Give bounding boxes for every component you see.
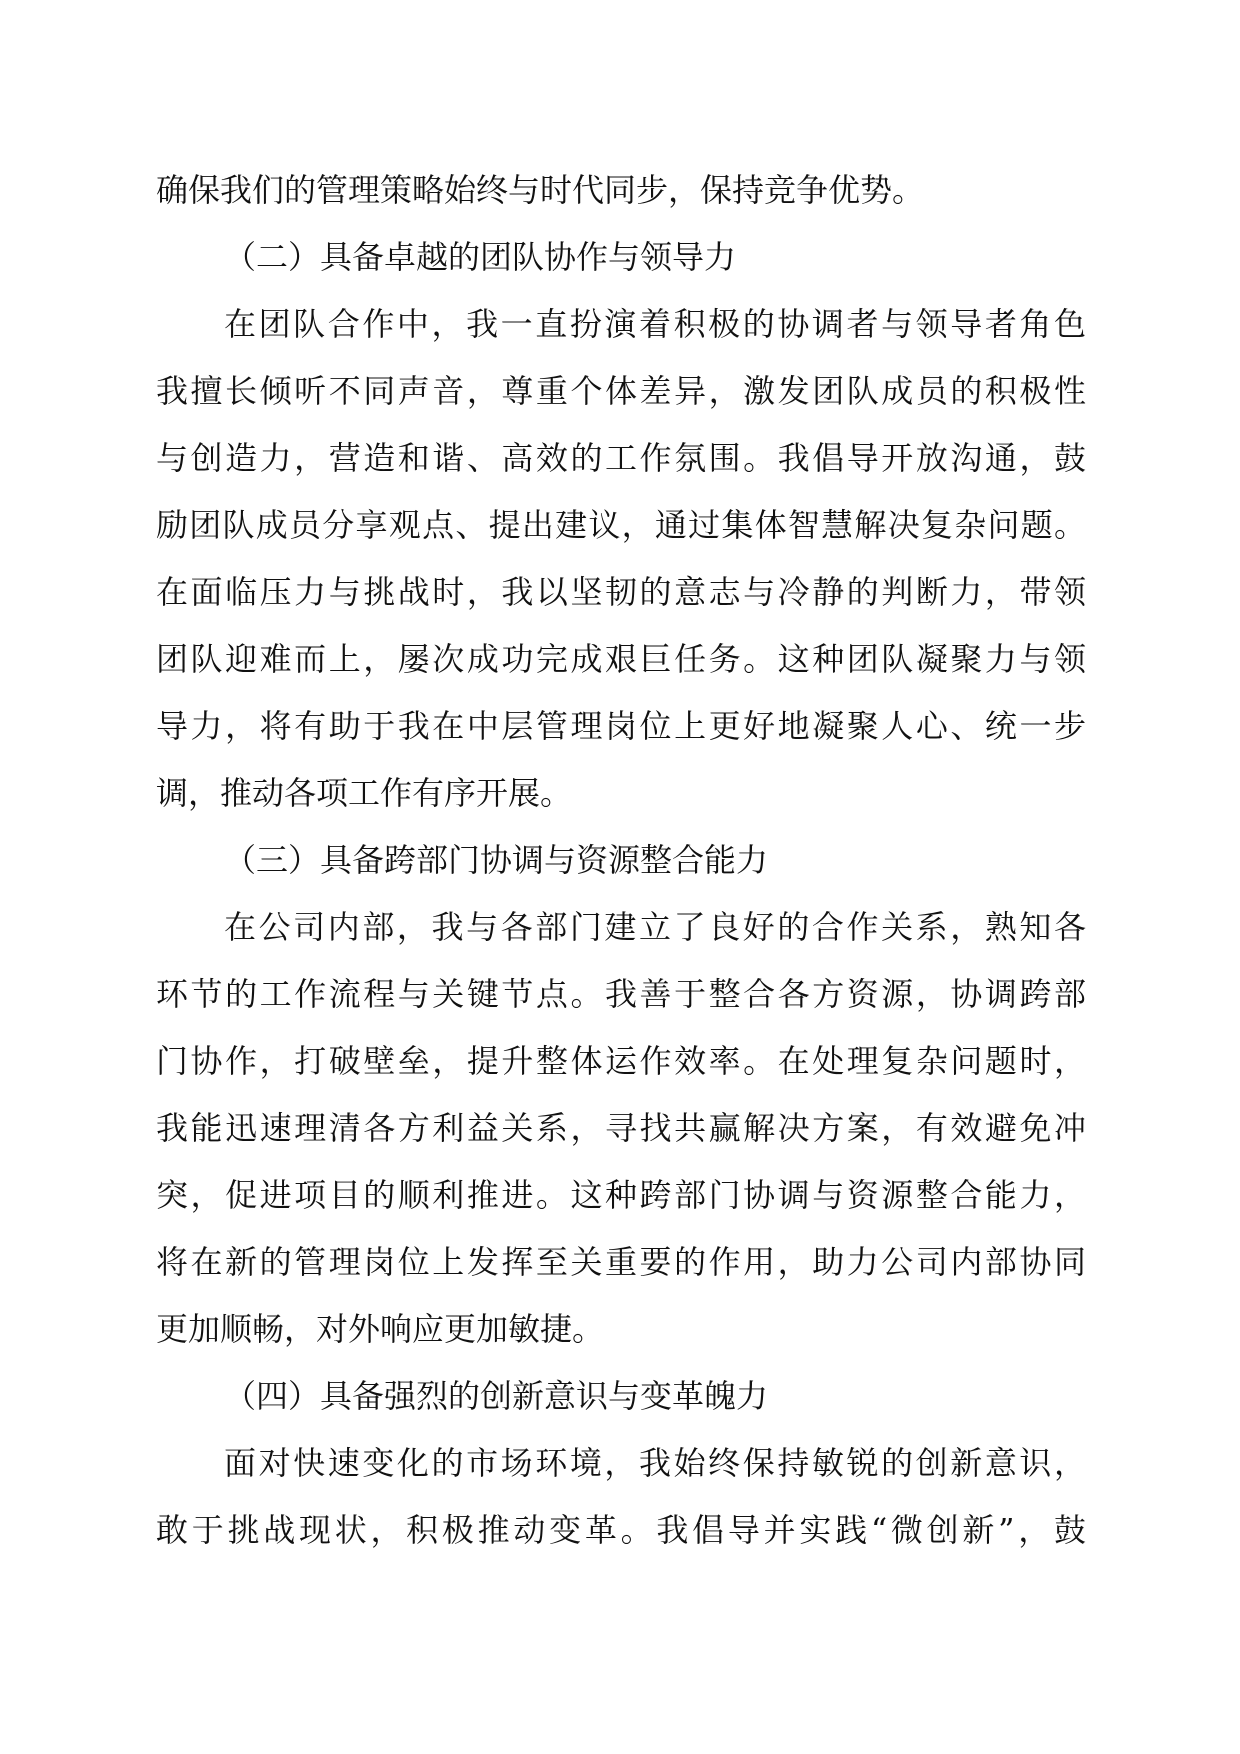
section-heading-4: （四）具备强烈的创新意识与变革魄力 xyxy=(224,1377,769,1415)
paragraph-line: 更加顺畅，对外响应更加敏捷。 xyxy=(156,1310,605,1348)
paragraph-line: 确保我们的管理策略始终与时代同步，保持竞争优势。 xyxy=(156,171,925,209)
paragraph-line: 在面临压力与挑战时，我以坚韧的意志与冷静的判断力，带领 xyxy=(156,573,1086,611)
paragraph-line: 与创造力，营造和谐、高效的工作氛围。我倡导开放沟通，鼓 xyxy=(156,439,1086,477)
paragraph-line: 门协作，打破壁垒，提升整体运作效率。在处理复杂问题时， xyxy=(156,1042,1086,1080)
paragraph-line: 将在新的管理岗位上发挥至关重要的作用，助力公司内部协同 xyxy=(156,1243,1086,1281)
paragraph-line: 我能迅速理清各方利益关系，寻找共赢解决方案，有效避免冲 xyxy=(156,1109,1086,1147)
paragraph-line: 面对快速变化的市场环境，我始终保持敏锐的创新意识， xyxy=(224,1444,1086,1482)
paragraph-line: 励团队成员分享观点、提出建议，通过集体智慧解决复杂问题。 xyxy=(156,506,1086,544)
paragraph-line: 在团队合作中，我一直扮演着积极的协调者与领导者角色 xyxy=(224,305,1086,343)
paragraph-line: 突，促进项目的顺利推进。这种跨部门协调与资源整合能力， xyxy=(156,1176,1086,1214)
paragraph-line: 环节的工作流程与关键节点。我善于整合各方资源，协调跨部 xyxy=(156,975,1086,1013)
paragraph-line: 我擅长倾听不同声音，尊重个体差异，激发团队成员的积极性 xyxy=(156,372,1086,410)
section-heading-3: （三）具备跨部门协调与资源整合能力 xyxy=(224,841,769,879)
paragraph-line: 在公司内部，我与各部门建立了良好的合作关系，熟知各 xyxy=(224,908,1086,946)
paragraph-line: 导力，将有助于我在中层管理岗位上更好地凝聚人心、统一步 xyxy=(156,707,1086,745)
paragraph-line: 调，推动各项工作有序开展。 xyxy=(156,774,573,812)
paragraph-line: 敢于挑战现状，积极推动变革。我倡导并实践“微创新”，鼓 xyxy=(156,1511,1086,1549)
paragraph-line: 团队迎难而上，屡次成功完成艰巨任务。这种团队凝聚力与领 xyxy=(156,640,1086,678)
section-heading-2: （二）具备卓越的团队协作与领导力 xyxy=(224,238,737,276)
